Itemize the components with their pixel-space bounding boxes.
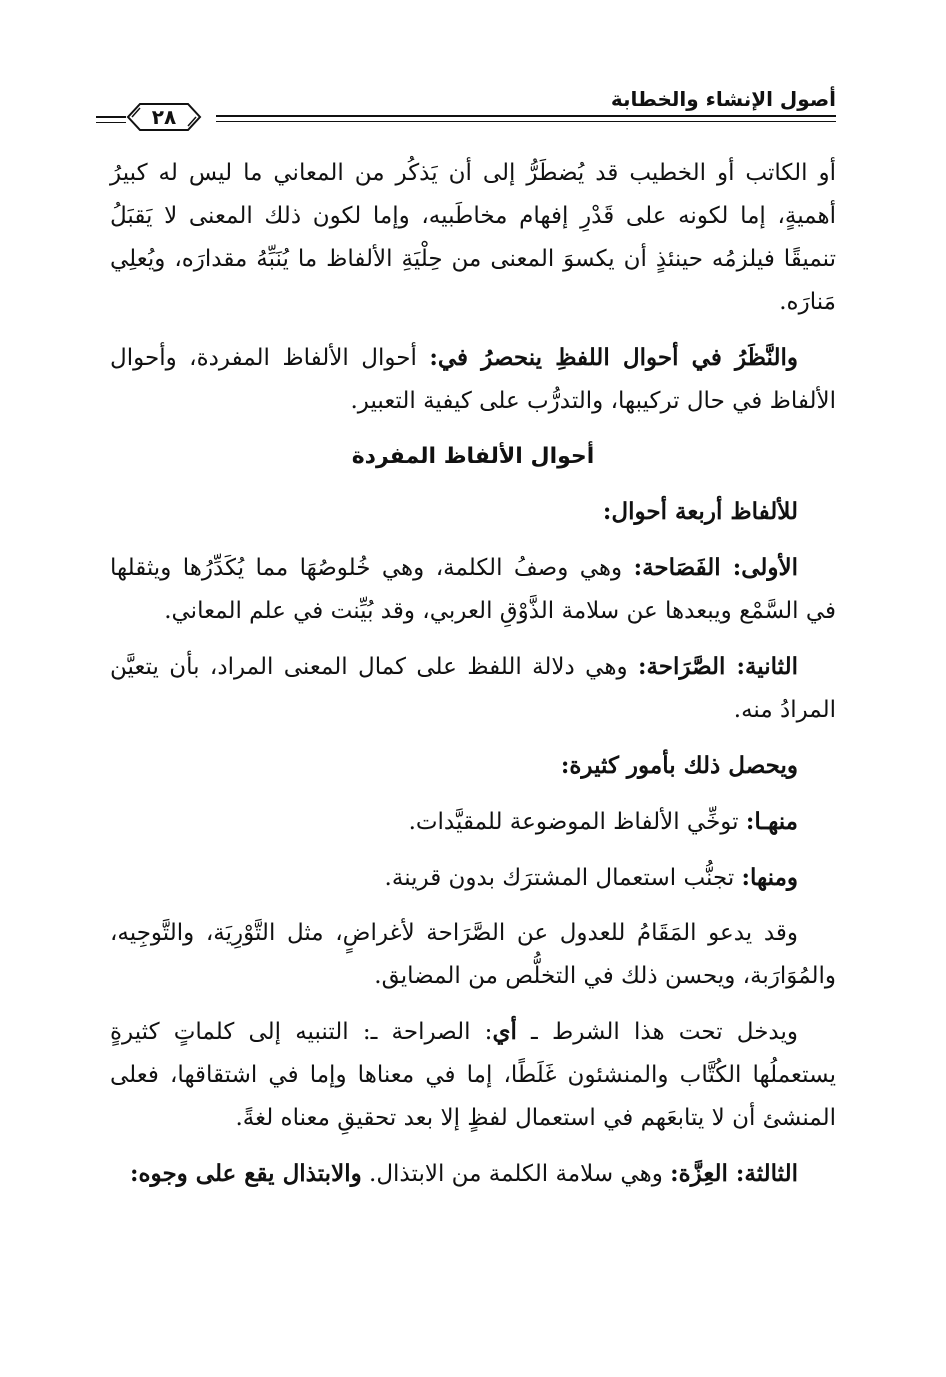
paragraph-10-bold: أي — [492, 1018, 517, 1045]
paragraph-7-lead: منهـا: — [745, 808, 798, 835]
paragraph-11-bold-tail: والابتذال يقع على وجوه: — [130, 1160, 362, 1187]
page-number-frame — [126, 102, 202, 132]
paragraph-4-lead: الأولى: الفَصَاحة: — [633, 554, 798, 581]
page-body — [110, 152, 836, 1208]
paragraph-11-text: وهي سلامة الكلمة من الابتذال. — [361, 1161, 671, 1187]
paragraph-10 — [110, 1010, 836, 1140]
paragraph-7-text: توخِّي الألفاظ الموضوعة للمقيَّدات. — [408, 809, 746, 835]
paragraph-8-text: تجنُّب استعمال المشترَك بدون قرينة. — [384, 865, 742, 891]
paragraph-1: أو الكاتب أو الخطيب قد يُضطَرُّ إلى أن يَذكُر من المعاني ما ليس له كبيرُ أهميةٍ، إما لكونه على قَدْرِ إفهام مخاطَبيه، وإما لكون ذلك المعنى لا يَقبَلُ تنميقًا فيلزمُه حينئذٍ أن يكسوَ المعنى من حِلْيَةِ الألفاظ ما يُنَبِّهُ مقدارَه، ويُعلِي مَنارَه. — [110, 160, 836, 315]
paragraph-5-text: وهي دلالة اللفظ على كمال المعنى المراد، بأن يتعيَّن المرادُ منه. — [110, 654, 836, 723]
paragraph-5 — [110, 645, 836, 732]
header-rule — [216, 115, 836, 117]
paragraph-6 — [110, 744, 836, 788]
paragraph-4 — [110, 546, 836, 633]
paragraph-8 — [110, 856, 836, 900]
ornament-rule-thin — [96, 122, 126, 123]
paragraph-11 — [110, 1152, 836, 1196]
ornament-rule — [96, 116, 126, 118]
paragraph-10-text-a: ويدخل تحت هذا الشرط ـ — [516, 1019, 798, 1045]
paragraph-5-lead: الثانية: الصَّرَاحة: — [637, 653, 798, 680]
paragraph-9: وقد يدعو المَقَامُ للعدول عن الصَّرَاحة لأغراضٍ، مثل التَّوْرِيَة، والتَّوجِيه، والمُوَارَبة، ويحسن ذلك في التخلُّص من المضايق. — [110, 920, 836, 989]
paragraph-4-text: وهي وصفُ الكلمة، وهي خُلوصُهَا مما يُكَدِّرُها ويثقلها في السَّمْع ويبعدها عن سلامة الذَّوْقِ العربي، وقد بُيِّنت في علم المعاني. — [110, 555, 836, 624]
paragraph-11-lead: الثالثة: العِزَّة: — [670, 1160, 798, 1187]
page-number-ornament — [96, 100, 216, 134]
paragraph-2-text: أحوال الألفاظ المفردة، وأحوال الألفاظ في حال تركيبها، والتدرُّب على كيفية التعبير. — [110, 345, 836, 414]
paragraph-2 — [110, 336, 836, 423]
section-heading: أحوال الألفاظ المفردة — [351, 444, 595, 469]
book-title: أصول الإنشاء والخطابة — [610, 87, 836, 111]
paragraph-3 — [110, 490, 836, 534]
paragraph-2-lead: والنَّظَرُ في أحوال اللفظِ ينحصرُ في: — [429, 344, 798, 371]
page-number: ٢٨ — [151, 105, 177, 129]
paragraph-7 — [110, 800, 836, 844]
running-header — [96, 78, 836, 138]
paragraph-10-text-b: : الصراحة ـ: التنبيه إلى كلماتٍ كثيرةٍ يستعملُها الكُتَّاب والمنشئون غَلَطًا، إما في معناها وإما في اشتقاقها، فعلى المنشئ أن لا يتابعَهم في استعمال لفظٍ إلا بعد تحقيقِ معناه لغةً. — [110, 1019, 836, 1131]
paragraph-6-lead: ويحصل ذلك بأمور كثيرة: — [560, 752, 798, 779]
header-rule-thin — [216, 121, 836, 122]
paragraph-3-lead: للألفاظ أربعة أحوال: — [602, 498, 798, 525]
paragraph-8-lead: ومنها: — [741, 864, 798, 891]
